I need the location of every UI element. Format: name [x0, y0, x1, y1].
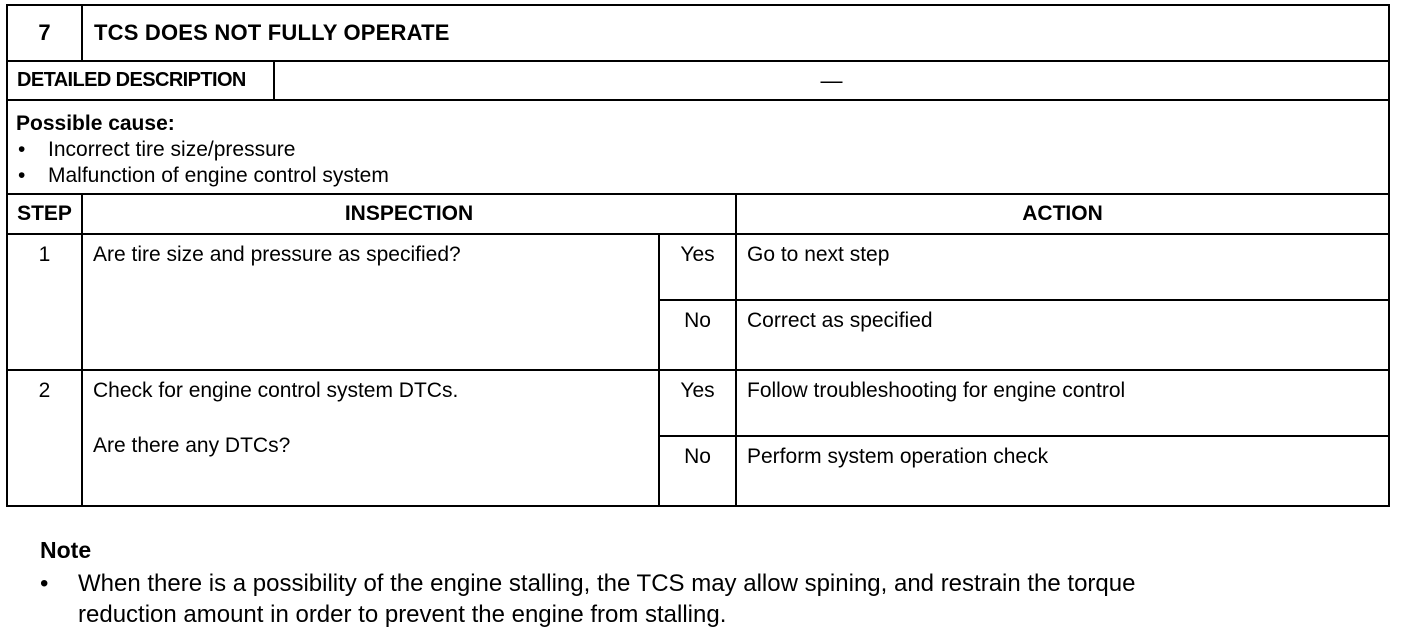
possible-cause-item [16, 163, 1388, 189]
note-text: reduction amount in order to prevent the engine from stalling. [78, 601, 727, 628]
inspection-cell [81, 371, 658, 505]
action-header-label: ACTION [1022, 202, 1103, 225]
yes-label: Yes [680, 379, 715, 402]
inspection-text: Are there any DTCs? [93, 434, 291, 457]
no-label-cell [658, 437, 735, 505]
note-line [40, 600, 726, 630]
detailed-description-row [6, 62, 1390, 101]
step-number: 2 [38, 379, 51, 402]
no-label: No [684, 445, 711, 468]
inspection-text: Are tire size and pressure as specified? [93, 243, 461, 266]
no-label-cell [658, 301, 735, 369]
note-title: Note [40, 537, 92, 563]
detailed-description-label: DETAILED DESCRIPTION [17, 69, 246, 91]
yes-action: Go to next step [747, 243, 890, 266]
table-row [6, 235, 1390, 371]
possible-cause-text: Incorrect tire size/pressure [48, 138, 296, 161]
inspection-text: Check for engine control system DTCs. [93, 379, 459, 402]
procedure-title: TCS DOES NOT FULLY OPERATE [94, 20, 450, 45]
detailed-description-value-cell [273, 62, 1388, 99]
procedure-number: 7 [38, 20, 51, 45]
step-number-cell [8, 371, 81, 505]
yes-label: Yes [680, 243, 715, 266]
procedure-title-cell [81, 6, 1388, 60]
step-number: 1 [38, 243, 51, 266]
yes-action-cell [735, 371, 1388, 437]
table-row [6, 371, 1390, 507]
detailed-description-value: — [820, 67, 843, 93]
table-header-row [6, 195, 1390, 235]
possible-cause-text: Malfunction of engine control system [48, 164, 389, 187]
yes-action-cell [735, 235, 1388, 301]
troubleshooting-table [6, 4, 1390, 507]
bullet-icon: • [18, 138, 26, 161]
no-label: No [684, 309, 711, 332]
bullet-icon: • [18, 164, 26, 187]
possible-cause-label: Possible cause: [16, 112, 175, 135]
no-action: Correct as specified [747, 309, 933, 332]
step-header [8, 195, 81, 233]
action-header [735, 195, 1388, 233]
yes-label-cell [658, 371, 735, 437]
detailed-description-label-cell [8, 62, 273, 99]
inspection-header [81, 195, 735, 233]
note-text: When there is a possibility of the engine stalling, the TCS may allow spining, and restrain the torque [78, 570, 1136, 597]
no-action: Perform system operation check [747, 445, 1049, 468]
step-header-label: STEP [17, 202, 72, 225]
yes-action: Follow troubleshooting for engine control [747, 379, 1126, 402]
possible-cause-row [6, 101, 1390, 195]
no-action-cell [735, 301, 1388, 369]
inspection-header-label: INSPECTION [344, 202, 474, 225]
inspection-cell [81, 235, 658, 369]
title-row [6, 4, 1390, 62]
possible-cause-item [16, 137, 1388, 163]
step-number-cell [8, 235, 81, 369]
yes-label-cell [658, 235, 735, 301]
note-line [40, 569, 1135, 599]
procedure-number-cell [8, 6, 81, 60]
possible-cause-cell [8, 101, 1388, 193]
no-action-cell [735, 437, 1388, 505]
bullet-icon: • [40, 570, 49, 597]
